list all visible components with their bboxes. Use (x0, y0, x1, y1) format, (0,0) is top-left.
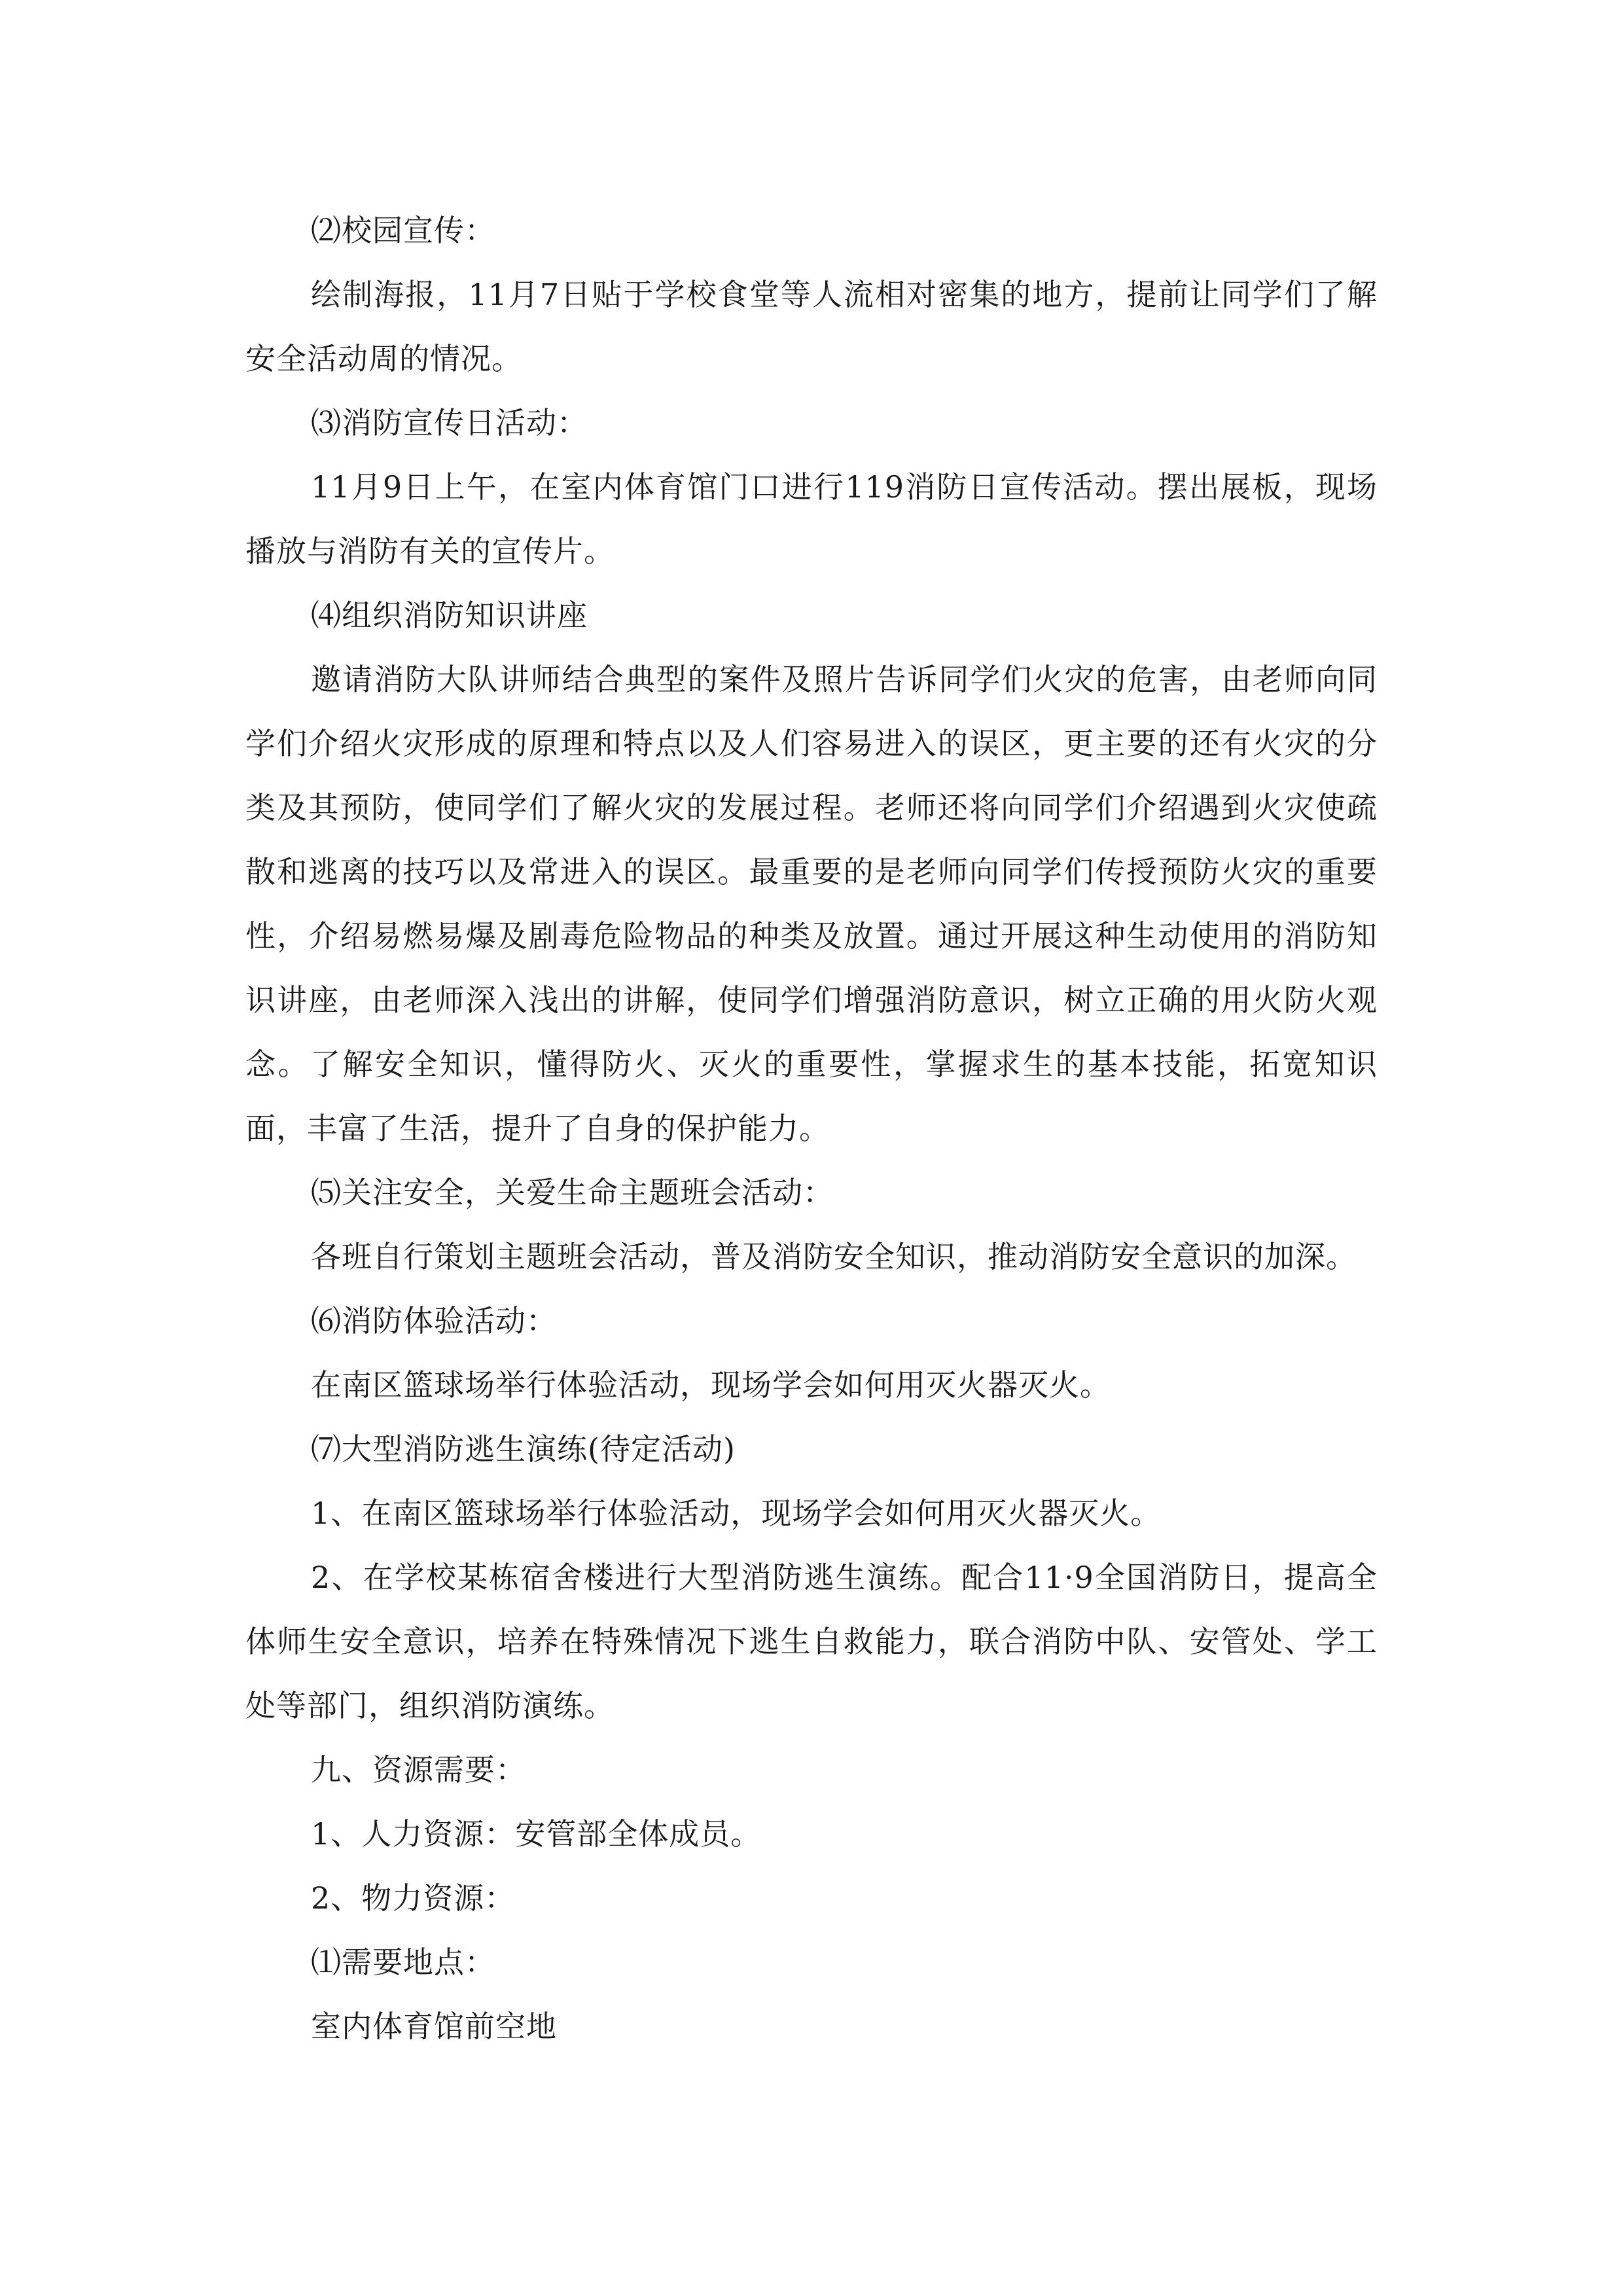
paragraph-experience-heading: ⑹消防体验活动： (311, 1303, 557, 1338)
paragraph-location-heading: ⑴需要地点： (311, 1945, 495, 1980)
paragraph-drill-heading: ⑺大型消防逃生演练(待定活动) (311, 1431, 736, 1467)
paragraph-material-resources: 2、物力资源： (311, 1880, 516, 1916)
paragraph-human-resources: 1、人力资源：安管部全体成员。 (311, 1816, 762, 1852)
paragraph-fire-day: 11月9日上午，在室内体育馆门口进行119消防日宣传活动。摆出展板，现场播放与消防有关的宣传片。 (245, 469, 1378, 569)
paragraph-class-meeting-heading: ⑸关注安全，关爱生命主题班会活动： (311, 1175, 834, 1210)
paragraph-location: 室内体育馆前空地 (311, 2009, 557, 2044)
paragraph-resources-heading: 九、资源需要： (311, 1752, 526, 1787)
paragraph-lecture: 邀请消防大队讲师结合典型的案件及照片告诉同学们火灾的危害，由老师向同学们介绍火灾形成的原理和特点以及人们容易进入的误区，更主要的还有火灾的分类及其预防，使同学们了解火灾的发展过程。老师还将向同学们介绍遇到火灾使疏散和逃离的技巧以及常进入的误区。最重要的是老师向同学们传授预防火灾的重要性，介绍易燃易爆及剧毒危险物品的种类及放置。通过开展这种生动使用的消防知识讲座，由老师深入浅出的讲解，使同学们增强消防意识，树立正确的用火防火观念。了解安全知识，懂得防火、灭火的重要性，掌握求生的基本技能，拓宽知识面，丰富了生活，提升了自身的保护能力。 (245, 662, 1378, 1146)
paragraph-drill-item-1: 1、在南区篮球场举行体验活动，现场学会如何用灭火器灭火。 (311, 1496, 1162, 1531)
paragraph-experience: 在南区篮球场举行体验活动，现场学会如何用灭火器灭火。 (311, 1367, 1111, 1403)
paragraph-fire-day-heading: ⑶消防宣传日活动： (311, 405, 588, 440)
paragraph-campus-publicity-heading: ⑵校园宣传： (311, 213, 495, 248)
paragraph-lecture-heading: ⑷组织消防知识讲座 (311, 598, 588, 633)
paragraph-drill-item-2: 2、在学校某栋宿舍楼进行大型消防逃生演练。配合11·9全国消防日，提高全体师生安全意识，培养在特殊情况下逃生自救能力，联合消防中队、安管处、学工处等部门，组织消防演练。 (245, 1560, 1378, 1723)
paragraph-class-meeting: 各班自行策划主题班会活动，普及消防安全知识，推动消防安全意识的加深。 (311, 1239, 1357, 1274)
paragraph-campus-publicity: 绘制海报，11月7日贴于学校食堂等人流相对密集的地方，提前让同学们了解安全活动周的情况。 (245, 277, 1378, 376)
document-body (245, 198, 1378, 2058)
